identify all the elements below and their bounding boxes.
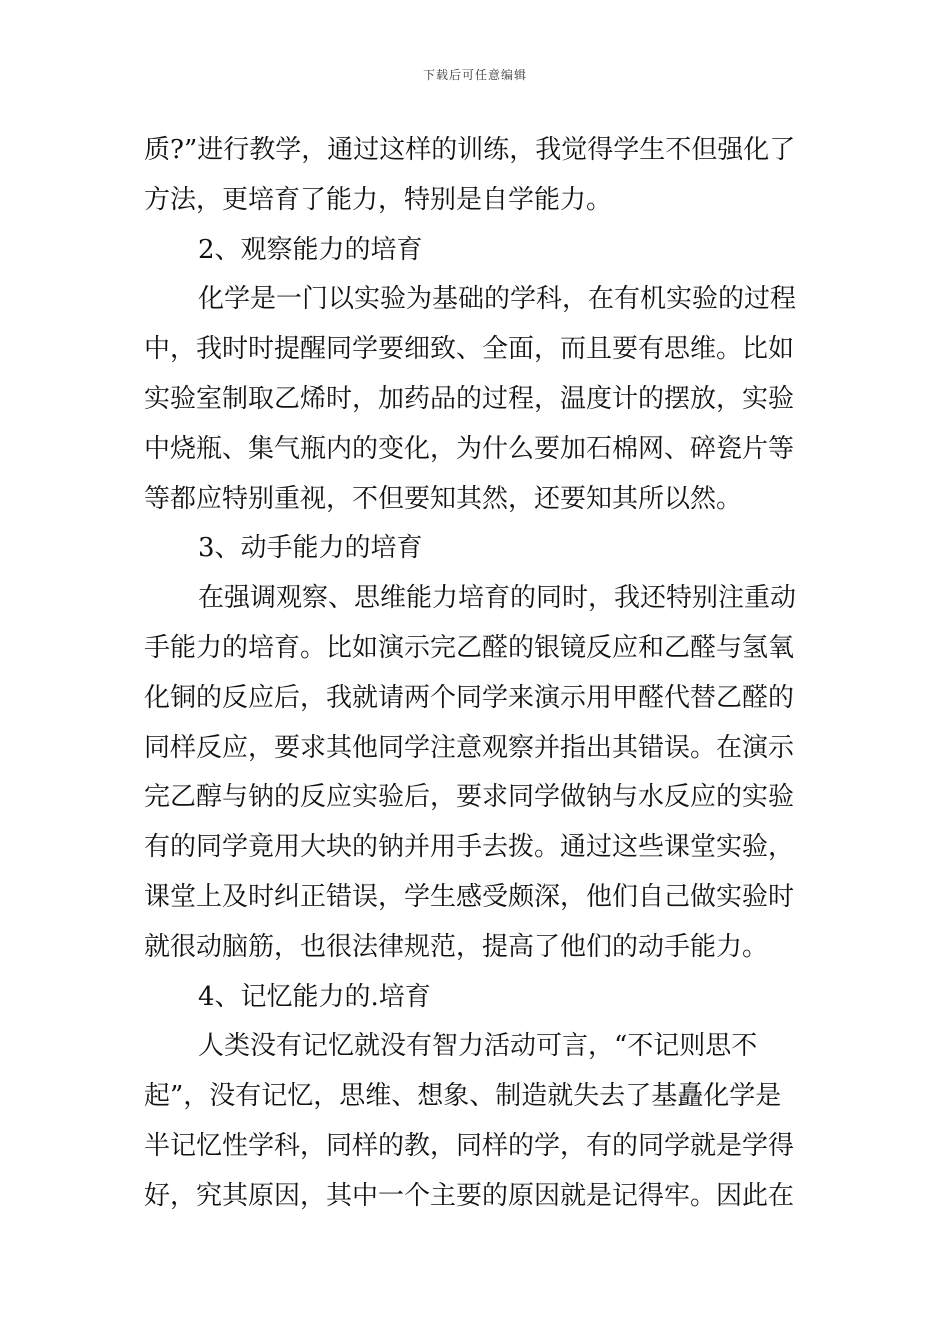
page-header: 下载后可任意编辑 bbox=[422, 68, 527, 82]
text-line: 手能力的培育。比如演示完乙醛的银镜反应和乙醛与氢氧 bbox=[144, 632, 795, 663]
text-line: 方法，更培育了能力，特别是自学能力。 bbox=[144, 184, 613, 215]
text-line: 4、记忆能力的.培育 bbox=[198, 981, 431, 1012]
text-line: 起”，没有记忆，思维、想象、制造就失去了基矗化学是 bbox=[144, 1081, 782, 1112]
text-line: 人类没有记忆就没有智力活动可言，“不记则思不 bbox=[198, 1031, 758, 1062]
text-line: 中，我时时提醒同学要细致、全面，而且要有思维。比如 bbox=[144, 334, 795, 365]
text-line: 就很动脑筋，也很法律规范，提高了他们的动手能力。 bbox=[144, 931, 769, 962]
text-line: 中烧瓶、集气瓶内的变化，为什么要加石棉网、碎瓷片等 bbox=[144, 433, 795, 464]
body-text bbox=[144, 126, 808, 1222]
text-line: 完乙醇与钠的反应实验后，要求同学做钠与水反应的实验 bbox=[144, 782, 795, 813]
text-line: 课堂上及时纠正错误，学生感受颇深，他们自己做实验时 bbox=[144, 881, 795, 912]
text-line: 有的同学竟用大块的钠并用手去拨。通过这些课堂实验， bbox=[144, 832, 795, 863]
text-line: 同样反应，要求其他同学注意观察并指出其错误。在演示 bbox=[144, 732, 795, 763]
text-line: 化学是一门以实验为基础的学科，在有机实验的过程 bbox=[198, 284, 797, 315]
text-line: 等都应特别重视，不但要知其然，还要知其所以然。 bbox=[144, 483, 743, 514]
text-line: 在强调观察、思维能力培育的同时，我还特别注重动 bbox=[198, 583, 797, 614]
text-line: 化铜的反应后，我就请两个同学来演示用甲醛代替乙醛的 bbox=[144, 682, 795, 713]
text-line: 质?”进行教学，通过这样的训练，我觉得学生不但强化了 bbox=[144, 135, 796, 165]
text-line: 好，究其原因，其中一个主要的原因就是记得牢。因此在 bbox=[144, 1180, 795, 1211]
text-line: 3、动手能力的培育 bbox=[198, 533, 423, 564]
text-line: 2、观察能力的培育 bbox=[198, 234, 423, 265]
text-line: 实验室制取乙烯时，加药品的过程，温度计的摆放，实验 bbox=[144, 383, 795, 414]
text-line: 半记忆性学科，同样的教，同样的学，有的同学就是学得 bbox=[144, 1130, 795, 1161]
